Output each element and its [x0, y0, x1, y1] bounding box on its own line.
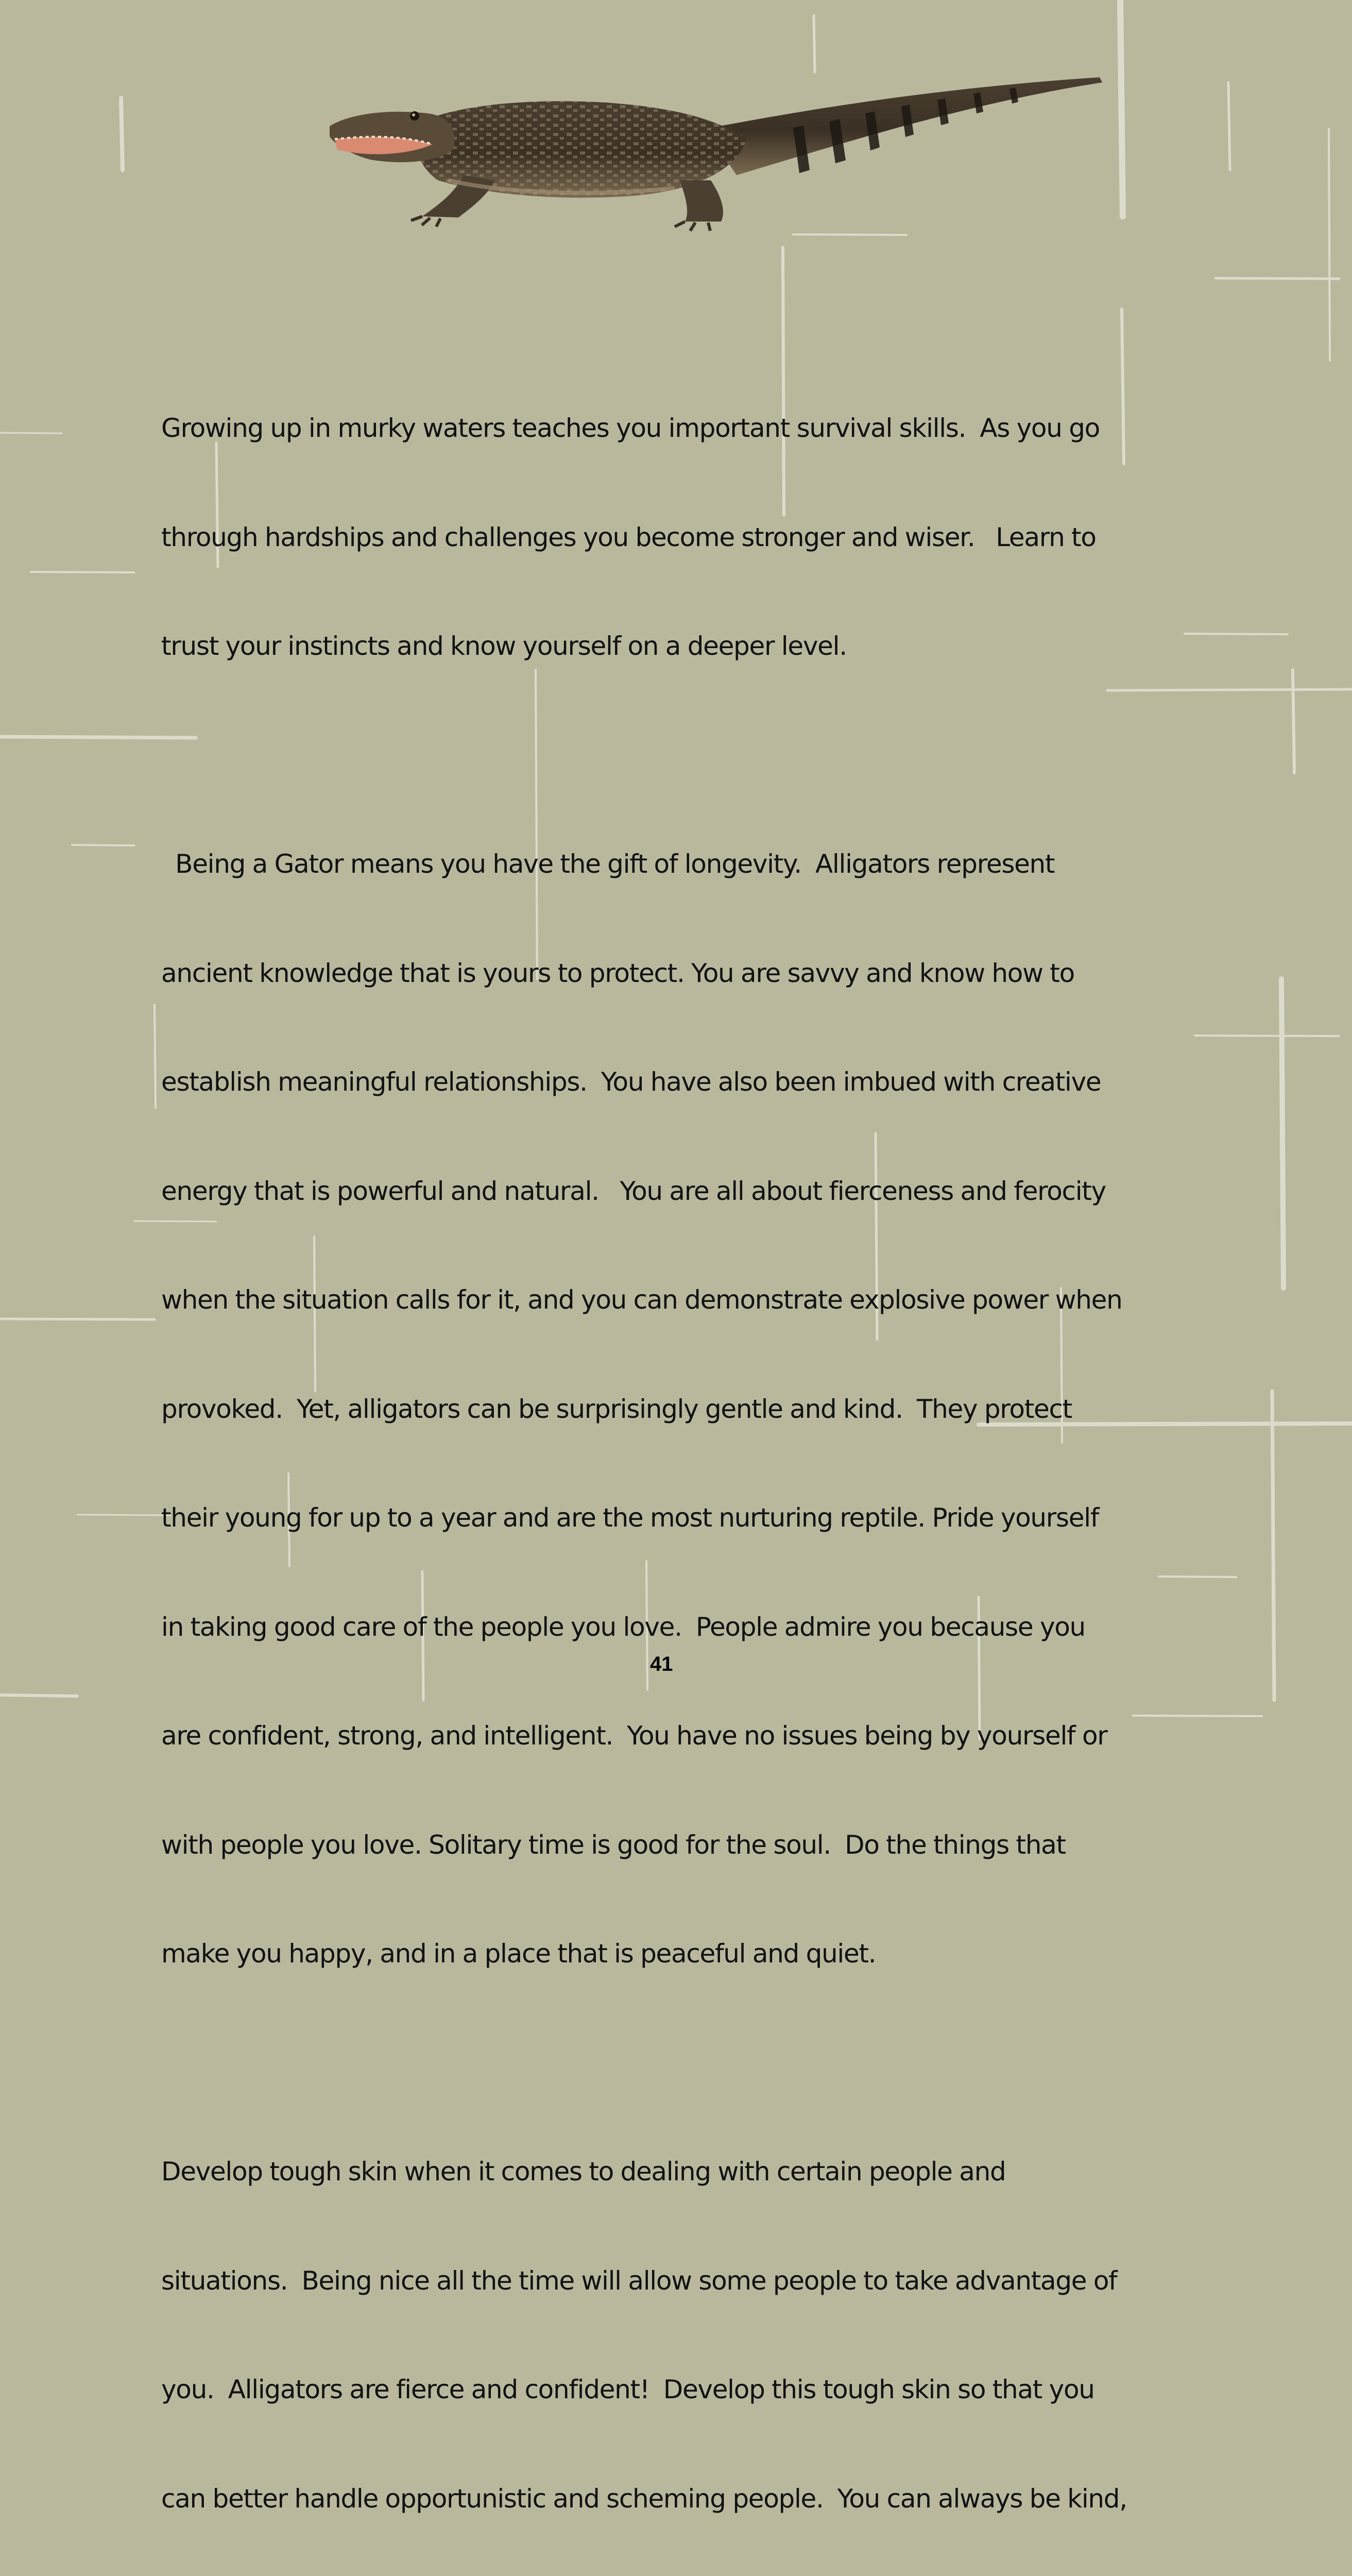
text-line: their young for up to a year and are the most nurturing reptile. Pride yourself	[161, 1503, 1099, 1533]
paragraph-longevity	[161, 773, 1191, 2045]
text-line: make you happy, and in a place that is peaceful and quiet.	[161, 1939, 876, 1969]
text-line: establish meaningful relationships. You have also been imbued with creative	[161, 1067, 1101, 1097]
text-line: Develop tough skin when it comes to dealing with certain people and	[161, 2157, 1006, 2187]
text-line: are confident, strong, and intelligent. You have no issues being by yourself or	[161, 1721, 1107, 1751]
text-line: Being a Gator means you have the gift of longevity. Alligators represent	[161, 849, 1055, 879]
text-line: through hardships and challenges you become stronger and wiser. Learn to	[161, 522, 1096, 552]
alligator-illustration	[324, 67, 1107, 237]
text-line: you. Alligators are fierce and confident! Develop this tough skin so that you	[161, 2375, 1094, 2404]
text-line: when the situation calls for it, and you can demonstrate explosive power when	[161, 1285, 1122, 1315]
page-number: 41	[650, 1653, 673, 1675]
text-line: provoked. Yet, alligators can be surprisingly gentle and kind. They protect	[161, 1394, 1072, 1424]
text-line: energy that is powerful and natural. You are all about fierceness and ferocity	[161, 1176, 1106, 1206]
text-line: with people you love. Solitary time is good for the soul. Do the things that	[161, 1829, 1066, 1860]
text-line: ancient knowledge that is yours to protect. You are savvy and know how to	[161, 958, 1074, 988]
text-line: Growing up in murky waters teaches you important survival skills. As you go	[161, 413, 1100, 443]
text-line: situations. Being nice all the time will allow some people to take advantage of	[161, 2265, 1117, 2296]
paragraph-survival	[161, 337, 1191, 737]
paragraph-tough-skin	[161, 2081, 1191, 2576]
text-line: in taking good care of the people you love. People admire you because you	[161, 1612, 1085, 1642]
body-text	[161, 337, 1191, 2576]
text-line: trust your instincts and know yourself on a deeper level.	[161, 631, 847, 661]
text-line: can better handle opportunistic and scheming people. You can always be kind,	[161, 2483, 1127, 2514]
